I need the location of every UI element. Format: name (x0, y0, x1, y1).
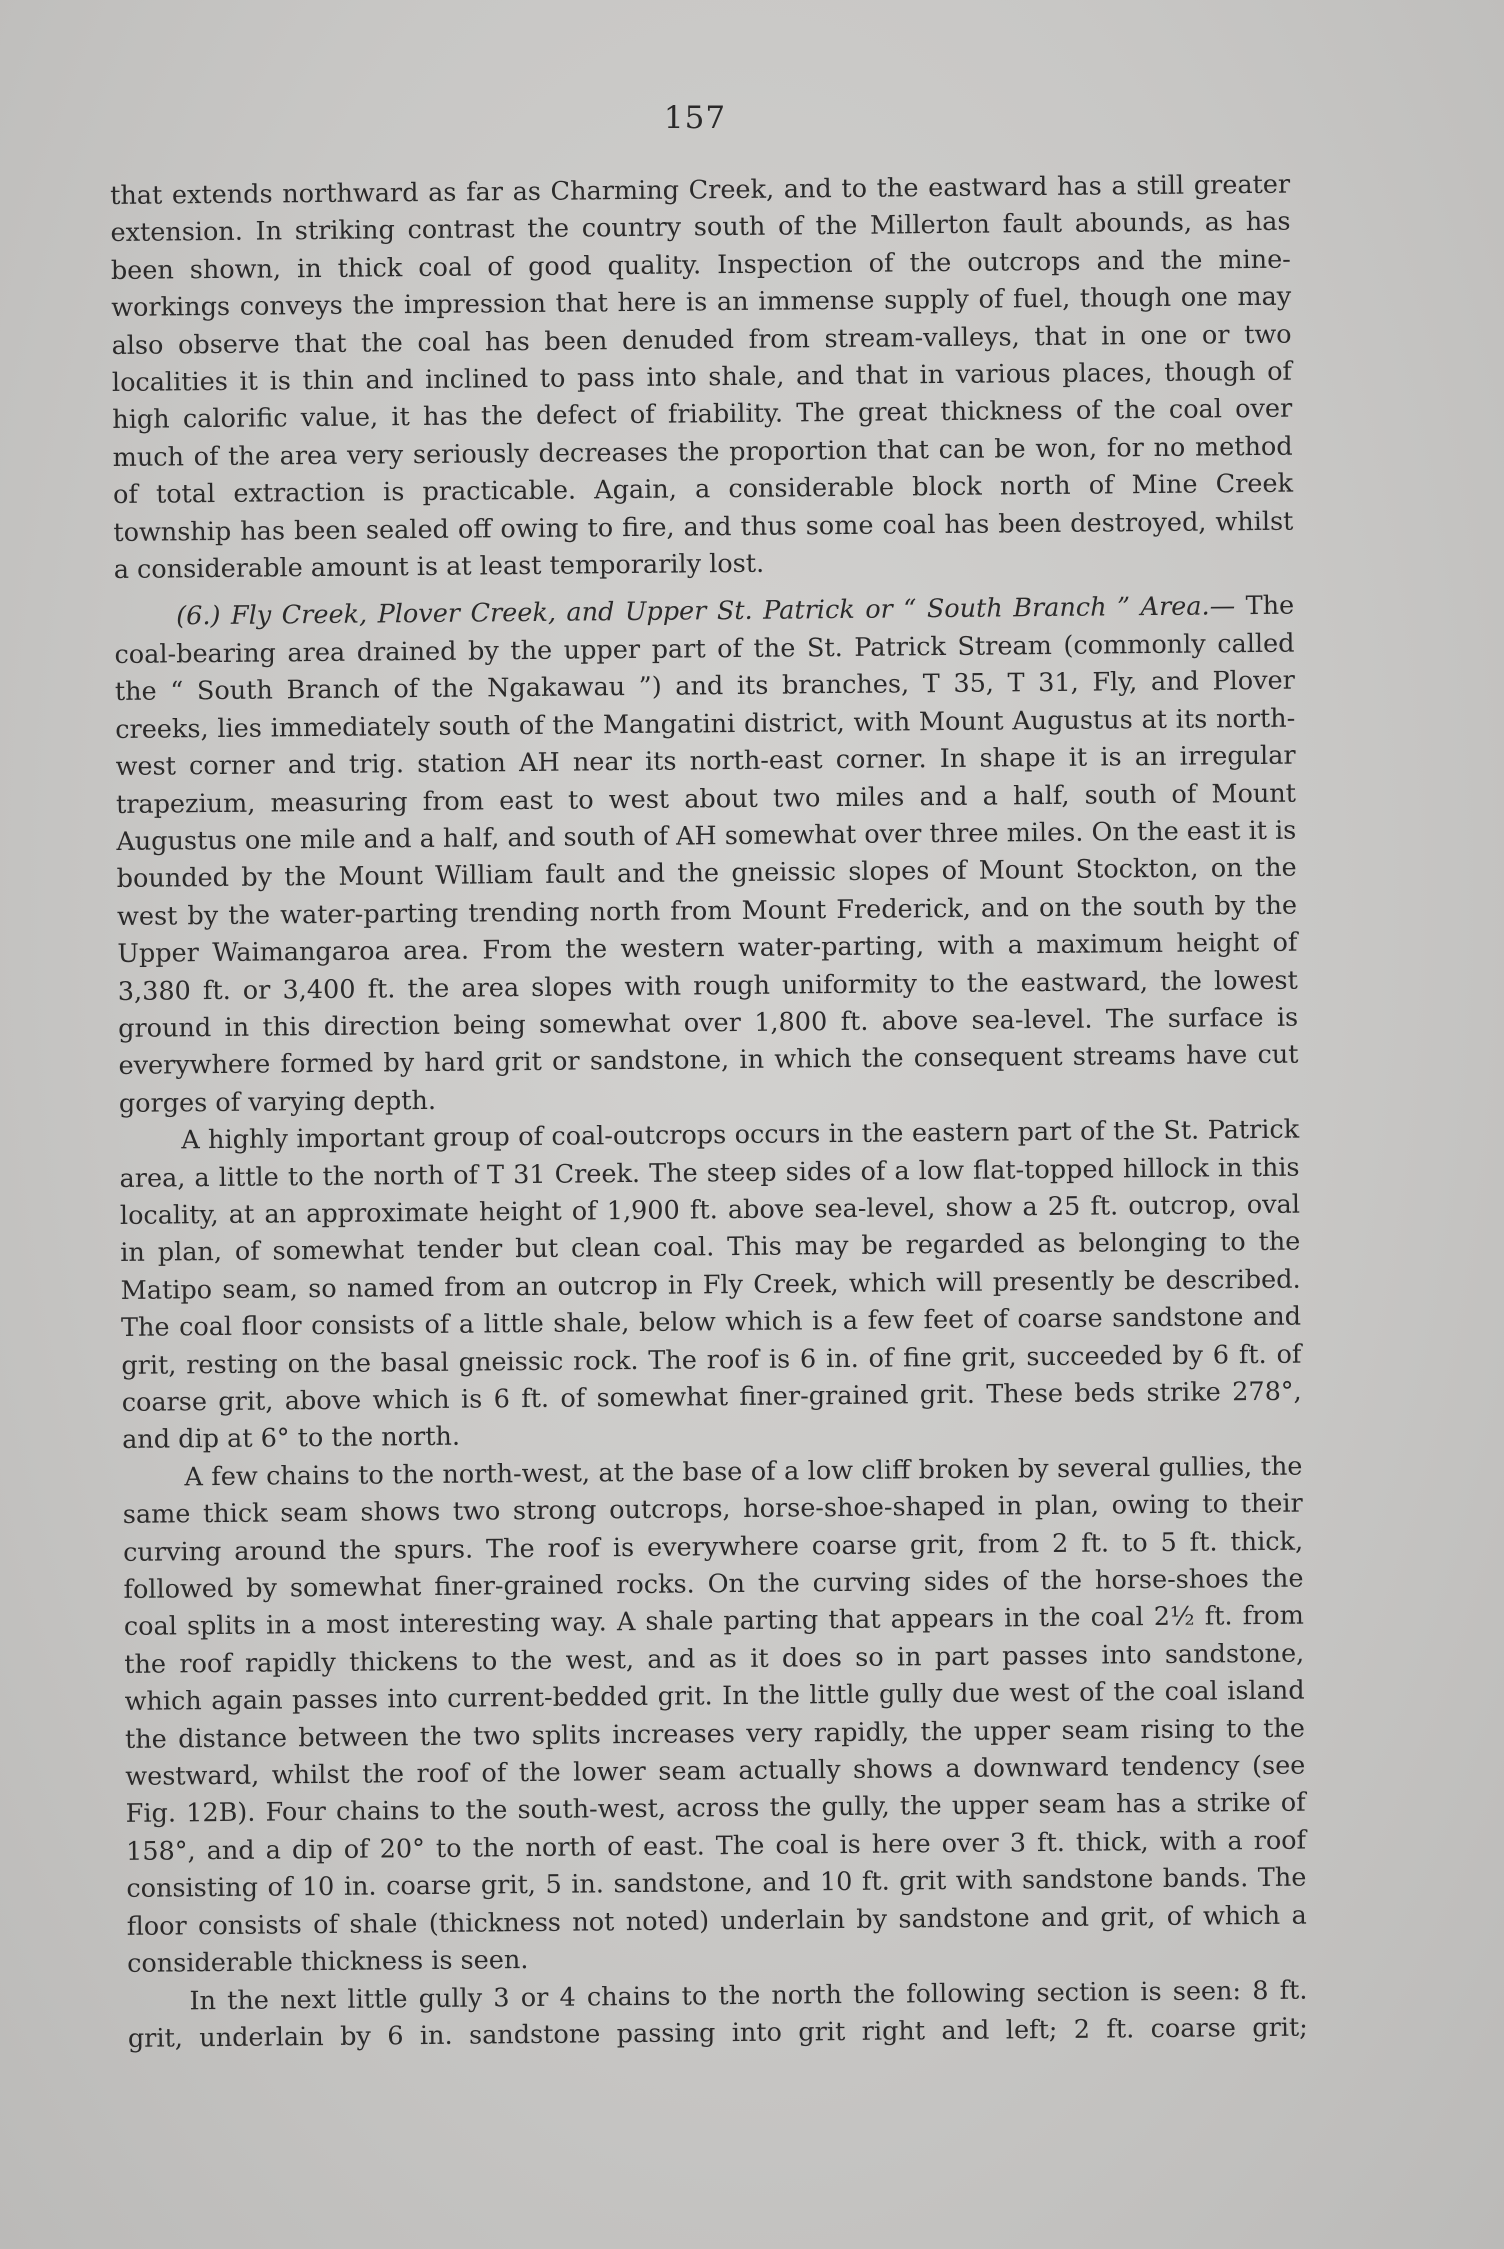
paragraph-horse-shoe-outcrops: A few chains to the north-west, at the base of a low cliff broken by several gullies, the same thick seam shows two strong outcrops, horse-shoe-shaped in plan, owing to their curving around the spurs. The roof is everywhere coarse grit, from 2 ft. to 5 ft. thick, followed by somewhat finer-grained rocks. On the curving sides of the horse-shoes the coal splits in a most interesting way. A shale parting that appears in the coal 2½ ft. from the roof rapidly thickens to the west, and as it does so in part passes into sandstone, which again passes into current-bedded grit. In the little gully due west of the coal island the distance between the two splits increases very rapidly, the upper seam rising to the westward, whilst the roof of the lower seam actually shows a downward tendency (see Fig. 12B). Four chains to the south-west, across the gully, the upper seam has a strike of 158°, and a dip of 20° to the north of east. The coal is here over 3 ft. thick, with a roof consisting of 10 in. coarse grit, 5 in. sandstone, and 10 ft. grit with sandstone bands. The floor consists of shale (thickness not noted) underlain by sandstone and grit, of which a considerable thickness is seen. (122, 1451, 1307, 1980)
page-number: 157 (663, 100, 727, 136)
paragraph-millerton-coal: that extends northward as far as Charming Creek, and to the eastward has a still greater extension. In striking contrast the country south of the Millerton fault abounds, as has been shown, in thick coal of good quality. Inspection of the outcrops and the mine-workings conveys the impression that here is an immense supply of fuel, though one may also observe that the coal has been denuded from stream-valleys, that in one or two localities it is thin and inclined to pass into shale, and that in various places, though of high calorific value, it has the defect of friability. The great thickness of the coal over much of the area very seriously decreases the proportion that can be won, for no method of total extraction is practicable. Again, a considerable block north of Mine Creek township has been sealed off owing to fire, and thus some coal has been destroyed, whilst a considerable amount is at least temporarily lost. (110, 169, 1294, 586)
paragraph-coal-outcrops: A highly important group of coal-outcrops occurs in the eastern part of the St. Patrick area, a little to the north of T 31 Creek. The steep sides of a low flat-topped hillock in this locality, at an approximate height of 1,900 ft. above sea-level, show a 25 ft. outcrop, oval in plan, of somewhat tender but clean coal. This may be regarded as belonging to the Matipo seam, so named from an outcrop in Fly Creek, which will presently be described. The coal floor consists of a little shale, below which is a few feet of coarse sandstone and grit, resting on the basal gneissic rock. The roof is 6 in. of fine grit, succeeded by 6 ft. of coarse grit, above which is 6 ft. of somewhat finer-grained grit. These beds strike 278°, and dip at 6° to the north. (119, 1114, 1302, 1456)
paragraph-next-gully: In the next little gully 3 or 4 chains to the north the following section is seen: 8 ft. grit, underlain by 6 in. sandstone passing into grit right and left; 2 ft. coarse grit; (127, 1975, 1308, 2054)
body-text (110, 167, 1308, 2059)
paragraph-fly-creek-body: The coal-bearing area drained by the upper part of the St. Patrick Stream (commonly called the “ South Branch of the Ngakawau ”) and its branches, T 35, T 31, Fly, and Plover creeks, lies immediately south of the Mangatini district, with Mount Augustus at its north-west corner and trig. station AH near its north-east corner. In shape it is an irregular trapezium, measuring from east to west about two miles and a half, south of Mount Augustus one mile and a half, and south of AH somewhat over three miles. On the east it is bounded by the Mount William fault and the gneissic slopes of Mount Stockton, on the west by the water-parting trending north from Mount Frederick, and on the south by the Upper Waimangaroa area. From the western water-parting, with a maximum height of 3,380 ft. or 3,400 ft. the area slopes with rough uniformity to the eastward, the lowest ground in this direction being somewhat over 1,800 ft. above sea-level. The surface is everywhere formed by hard grit or sandstone, in which the consequent streams have cut gorges of varying depth. (114, 591, 1299, 1119)
paragraph-fly-creek-area (114, 588, 1299, 1123)
section-heading-fly-creek: (6.) Fly Creek, Plover Creek, and Upper St. Patrick or “ South Branch ” Area.— (176, 591, 1236, 632)
